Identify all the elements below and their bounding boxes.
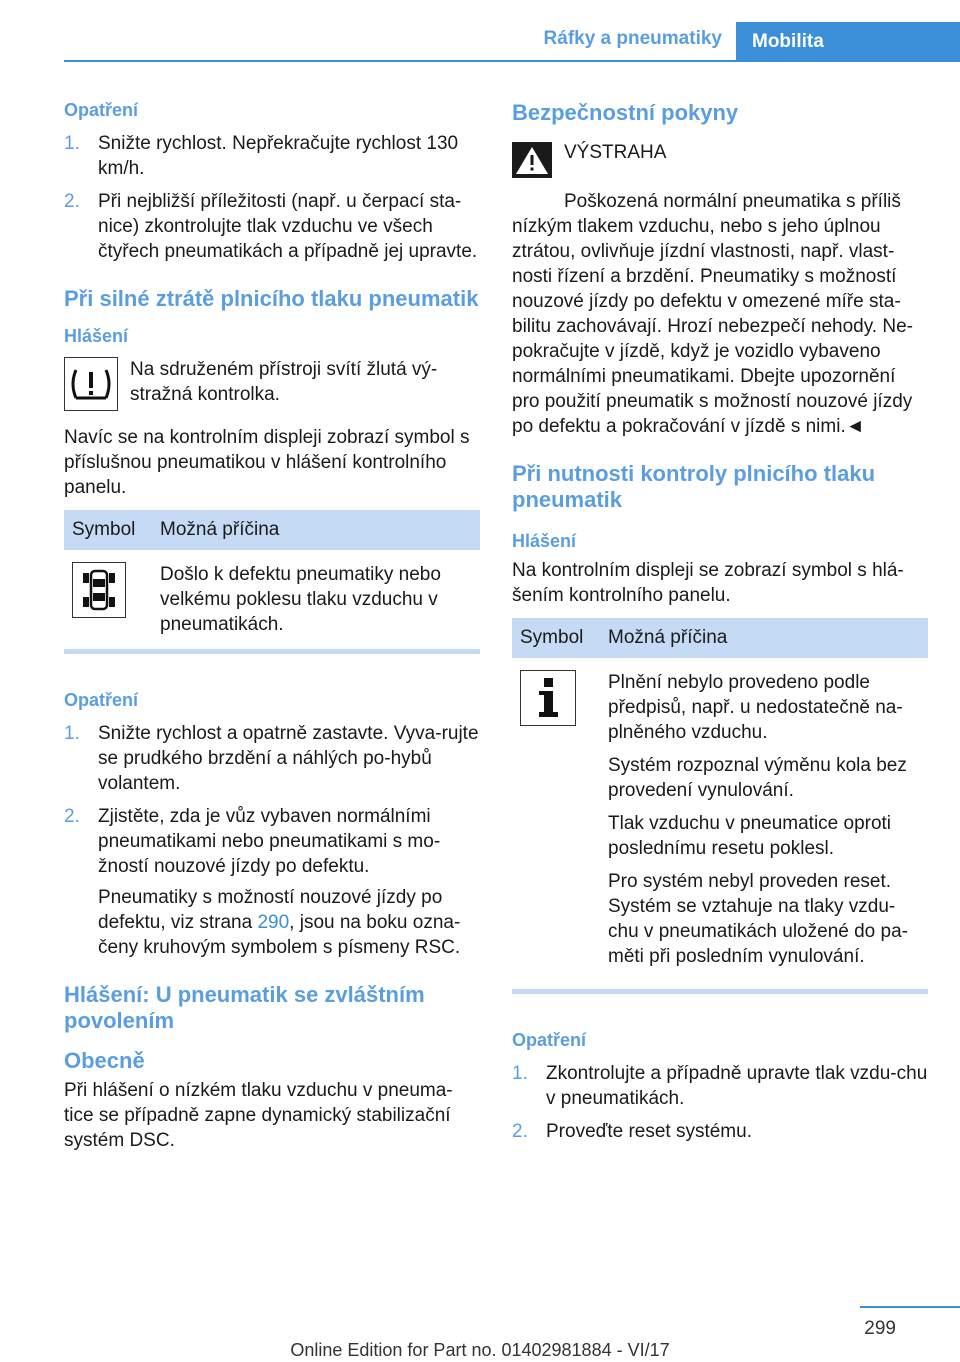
safety-heading: Bezpečnostní pokyny [512,100,739,125]
obecne-heading: Obecně [64,1048,145,1073]
step-number: 1. [64,723,80,744]
right-column [512,100,928,1156]
opatreni-steps-2 [64,721,480,960]
table-header-row [512,618,928,658]
edition-text: Online Edition for Part no. 01402981884 - VI/17 [290,1340,670,1360]
opatreni-heading-right: Opatření [512,1030,587,1050]
car-tire-defect-icon [72,562,126,618]
warning-text: Poškozená normální pneumatika s příliš nízkým tlakem vzduchu, nebo s jeho úplnou ztrátou, ovlivňuje jízdní vlastnosti, např. vlast-nosti řízení a brzdění. Pneumatiky s možností nouzové jízdy po defektu v omezené míře sta-bilitu zachovávají. Hrozí nebezpečí nehody. Ne-pokračujte v jízdě, když je vozidlo vybaveno normálními pneumatikami. Dbejte upozornění pro použití pneumatik s možností nouzové jízdy po defektu a pokračování v jízdě s nimi.◄ [512,191,913,437]
step-number: 2. [64,191,80,212]
list-item [64,131,480,181]
step-text: Zkontrolujte a případně upravte tlak vzdu-chu v pneumatikách. [546,1063,928,1109]
step-number: 2. [64,806,80,827]
step-text: Snižte rychlost a opatrně zastavte. Vyva-rujte se prudkého brzdění a náhlých po-hybů volantem. [98,723,479,794]
page-header [64,0,960,62]
warning-label: VÝSTRAHA [564,142,667,163]
step-extra-text [98,885,480,960]
hlaseni-heading-right: Hlášení [512,531,577,551]
step-extra-b: , jsou na boku ozna-čeny kruhovým symbolem s písmeny RSC. [98,912,461,958]
hlaseni-text: Na sdruženém přístroji svítí žlutá vý-stražná kontrolka. [130,359,438,405]
table-header-row [64,510,480,550]
section-tab[interactable]: Ráfky a pneumatiky [543,28,722,49]
opatreni-heading-1: Opatření [64,100,139,120]
step-text: Při nejbližší příležitosti (např. u čerpací sta-nice) zkontrolujte tlak vzduchu ve všech čtyřech pneumatikách a případně jej upravte. [98,191,478,262]
active-chapter-tab[interactable]: Mobilita [736,22,960,62]
section-heading-special-tires: Hlášení: U pneumatik se zvláštním povolením [64,982,425,1033]
page-number: 299 [864,1318,896,1339]
col-symbol: Symbol [64,510,152,550]
table-row [512,658,928,992]
step-number: 1. [64,133,80,154]
list-item [64,804,480,960]
warning-header [512,140,928,183]
info-icon [520,670,576,726]
list-item [512,1061,928,1111]
opatreni-steps-1 [64,131,480,264]
hlaseni-text-right: Na kontrolním displeji se zobrazí symbol s hlá-šením kontrolního panelu. [512,560,904,606]
page-link[interactable]: 290 [257,912,290,933]
step-text: Zjistěte, zda je vůz vybaven normálními pneumatikami nebo pneumatikami s mo-žností nouzové jízdy po defektu. [98,806,441,877]
section-heading-pressure-loss: Při silné ztrátě plnicího tlaku pneumatik [64,286,479,311]
table-row [64,550,480,652]
col-symbol: Symbol [512,618,600,658]
step-number: 2. [512,1121,528,1142]
opatreni-heading-2: Opatření [64,690,139,710]
header-divider [64,60,960,62]
symbol-cell [64,550,152,652]
section-heading-check-pressure: Při nutnosti kontroly plnicího tlaku pneumatik [512,461,876,512]
step-number: 1. [512,1063,528,1084]
obecne-text: Při hlášení o nízkém tlaku vzduchu v pneuma-tice se případně zapne dynamický stabilizační systém DSC. [64,1080,453,1151]
warning-lamp-block [64,357,480,411]
left-column [64,100,480,1163]
step-text: Snižte rychlost. Nepřekračujte rychlost 130 km/h. [98,133,459,179]
list-item [64,189,480,264]
list-item [512,1119,928,1144]
cause-text: Pro systém nebyl proveden reset. Systém se vztahuje na tlaky vzdu-chu v pneumatikách uložené do pa-měti při posledním vynulování. [608,871,908,967]
cause-cell [600,658,928,992]
cause-text: Plnění nebylo provedeno podle předpisů, např. u nedostatečně na-plněného vzduchu. [608,672,903,743]
opatreni-steps-right [512,1061,928,1144]
step-text: Proveďte reset systému. [546,1121,752,1142]
step-extra-a: Pneumatiky s možností nouzové jízdy po defektu, viz strana [98,887,443,933]
symbol-table-left [64,510,480,654]
cause-text: Tlak vzduchu v pneumatice oproti poslednímu resetu poklesl. [608,813,892,859]
col-cause: Možná příčina [600,618,928,658]
intro-text: Navíc se na kontrolním displeji zobrazí symbol s příslušnou pneumatikou v hlášení kontrolního panelu. [64,427,470,498]
col-cause: Možná příčina [152,510,480,550]
warning-triangle-icon [512,140,552,183]
cause-text: Systém rozpoznal výměnu kola bez provedení vynulování. [608,755,907,801]
tire-pressure-warning-icon [64,357,118,411]
symbol-cell [512,658,600,992]
symbol-table-right [512,618,928,994]
hlaseni-heading: Hlášení [64,326,129,346]
cause-cell: Došlo k defektu pneumatiky nebo velkému poklesu tlaku vzduchu v pneumatikách. [160,564,441,635]
footer-divider [860,1306,960,1308]
list-item [64,721,480,796]
